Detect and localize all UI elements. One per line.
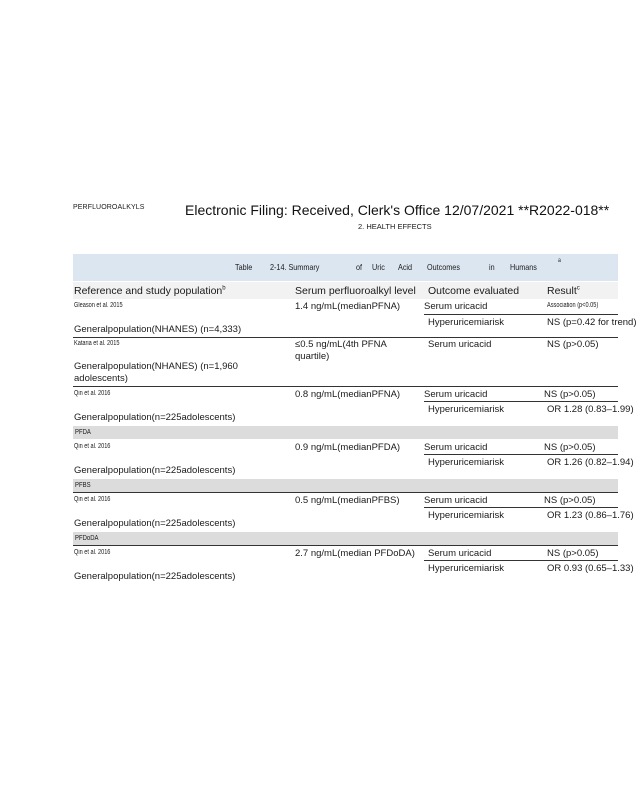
row-outcome: Serum uricacid [428,548,492,559]
row-divider [73,545,618,546]
col-header-result: Result$^c$ [547,285,580,297]
row-serum-level: 0.5 ng/mL(medianPFBS) [295,495,400,506]
chapter-heading: 2. HEALTH EFFECTS [358,222,432,231]
row-divider [73,337,618,338]
row-divider [424,314,618,315]
row-outcome: Serum uricacid [424,301,488,312]
row-serum-level: 0.9 ng/mL(medianPFDA) [295,442,401,453]
col-header-reference: Reference and study population$^b$ [74,285,226,297]
row-result: NS (p>0.05) [547,548,599,559]
row-reference: Qin et al. 2016 [74,443,111,450]
row-result: OR 0.93 (0.65–1.33) [547,563,634,574]
row-outcome: Hyperuricemiarisk [428,563,505,574]
title-word: Table [235,262,253,272]
row-divider [424,401,618,402]
row-reference: Gleason et al. 2015 [74,302,123,309]
row-divider [424,507,618,508]
title-word: 2-14. Summary [270,262,320,272]
row-outcome: Hyperuricemiarisk [428,457,505,468]
row-outcome: Serum uricacid [424,442,488,453]
row-population: Generalpopulation(n=225adolescents) [74,518,236,529]
row-result: NS (p>0.05) [544,442,596,453]
section-header-pfdoda: PFDoDA [73,532,618,545]
col-header-serum-level: Serum perfluoroalkyl level [295,285,416,297]
row-result: Association (p<0.05) [547,302,599,309]
row-outcome: Hyperuricemiarisk [428,317,505,328]
title-word: Acid [398,262,413,272]
row-outcome: Serum uricacid [424,495,488,506]
col-header-outcome: Outcome evaluated [428,285,520,297]
row-result: NS (p=0.42 for trend) [547,317,637,328]
row-reference: Qin et al. 2016 [74,549,111,556]
row-outcome: Hyperuricemiarisk [428,404,505,415]
row-reference: Qin et al. 2016 [74,390,111,397]
row-population: Generalpopulation(n=225adolescents) [74,465,236,476]
row-serum-level: 1.4 ng/mL(medianPFNA) [295,301,401,312]
title-word: Outcomes [427,262,460,272]
row-population: Generalpopulation(NHANES) (n=4,333) [74,324,242,335]
row-result: OR 1.26 (0.82–1.94) [547,457,634,468]
row-serum-level: ≤0.5 ng/mL(4th PFNA quartile) [295,339,387,362]
row-result: NS (p>0.05) [547,339,599,350]
row-divider [73,386,618,387]
row-reference: Qin et al. 2016 [74,496,111,503]
title-word: in [489,262,495,272]
row-result: NS (p>0.05) [544,389,596,400]
row-population: Generalpopulation(n=225adolescents) [74,571,236,582]
row-serum-level: 2.7 ng/mL(median PFDoDA) [295,548,415,559]
row-divider [424,454,618,455]
row-divider [73,492,618,493]
section-header-pfda: PFDA [73,426,618,439]
row-divider [424,560,618,561]
row-outcome: Serum uricacid [424,389,488,400]
row-outcome: Serum uricacid [428,339,492,350]
row-result: OR 1.28 (0.83–1.99) [547,404,634,415]
section-header-pfbs: PFBS [73,479,618,492]
title-footnote-marker: a [558,258,561,264]
row-outcome: Hyperuricemiarisk [428,510,505,521]
title-word: Humans [510,262,537,272]
row-population: Generalpopulation(n=225adolescents) [74,412,236,423]
row-result: OR 1.23 (0.86–1.76) [547,510,634,521]
running-header-section: PERFLUOROALKYLS [73,204,145,211]
row-reference: Kataria et al. 2015 [74,340,120,347]
table-title [73,254,618,281]
row-population: Generalpopulation(NHANES) (n=1,960 adolescents) [74,361,238,384]
row-serum-level: 0.8 ng/mL(medianPFNA) [295,389,401,400]
row-result: NS (p>0.05) [544,495,596,506]
title-word: Uric [372,262,385,272]
filing-stamp: Electronic Filing: Received, Clerk's Office 12/07/2021 **R2022-018** [185,202,610,218]
title-word: of [356,262,363,272]
